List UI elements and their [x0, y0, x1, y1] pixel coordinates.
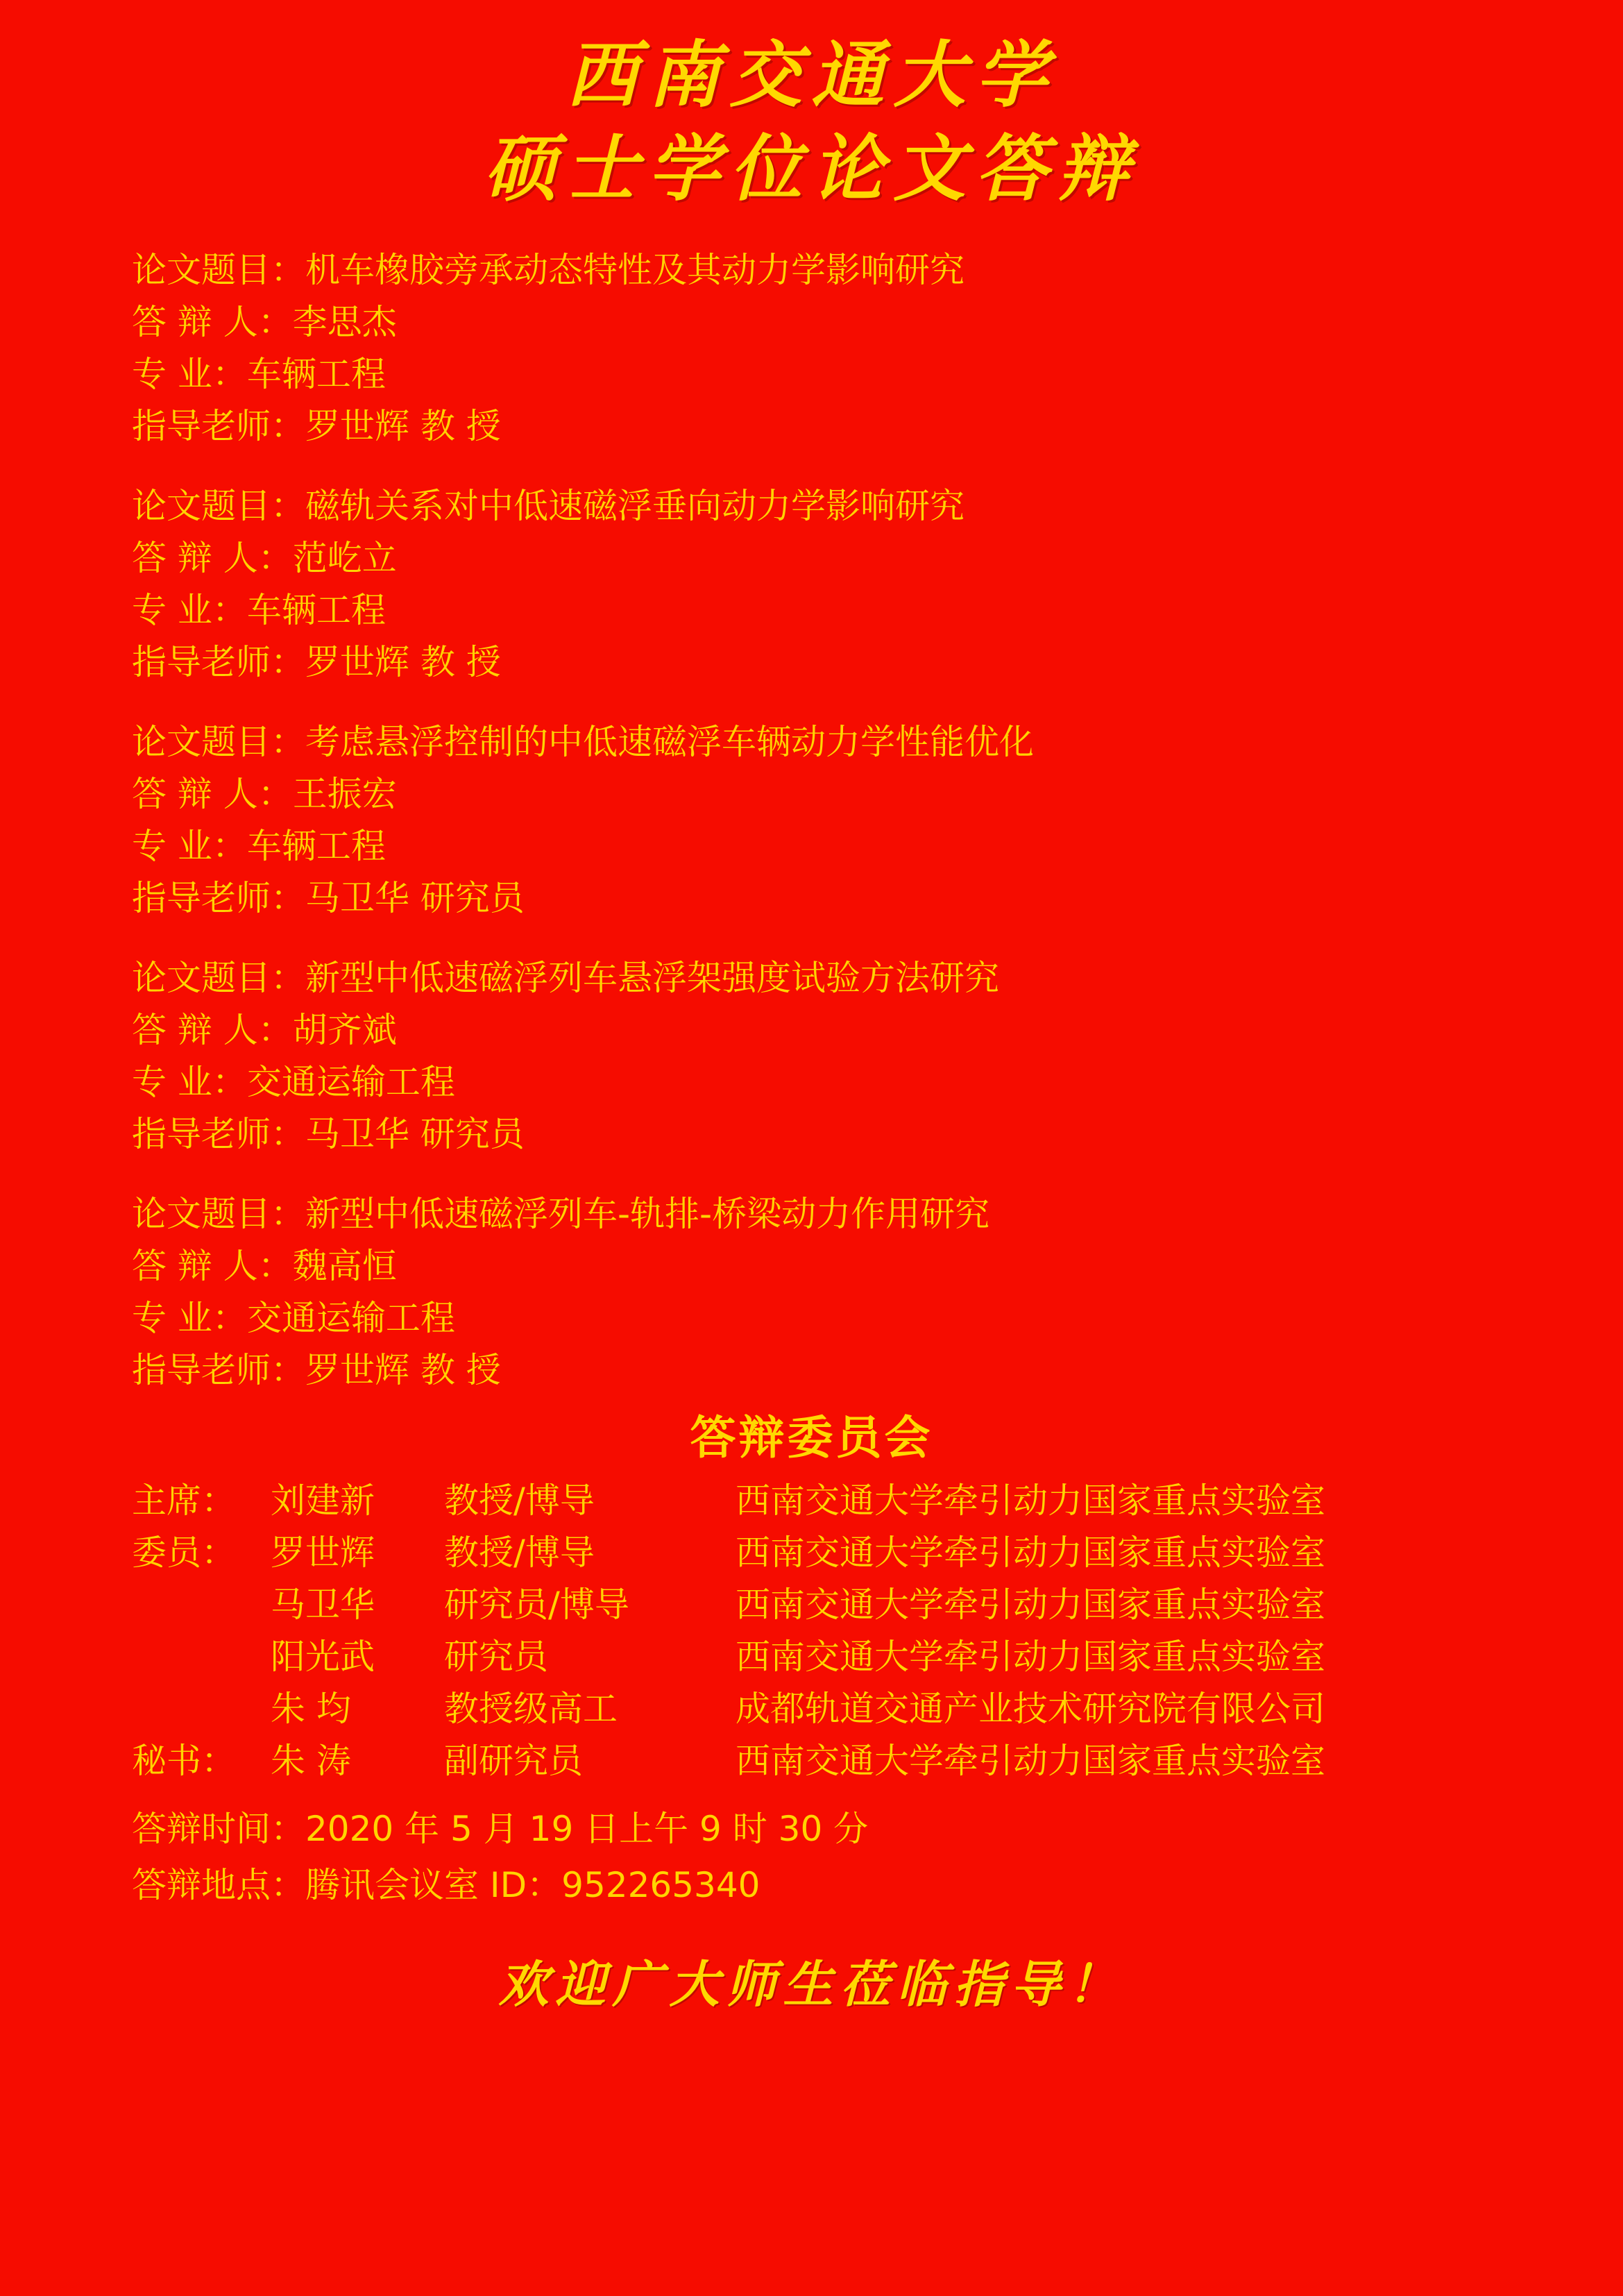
member-rank: 教授/博导	[444, 1480, 595, 1521]
label-defender: 答 辩 人：	[132, 1246, 293, 1287]
committee-list	[0, 1475, 1623, 1787]
value-advisor: 罗世辉 教 授	[305, 1350, 501, 1391]
value-thesis-title: 新型中低速磁浮列车悬浮架强度试验方法研究	[305, 958, 999, 999]
defense-meta	[0, 1801, 1623, 1914]
value-major: 交通运输工程	[246, 1298, 455, 1339]
defense-entry	[132, 480, 1540, 689]
member-name: 朱 涛	[271, 1741, 351, 1782]
entry-defender-row	[132, 768, 1540, 820]
member-name: 阳光武	[271, 1637, 375, 1678]
entry-major-row	[132, 348, 1540, 400]
defense-entry	[132, 952, 1540, 1160]
label-defender: 答 辩 人：	[132, 302, 293, 343]
entry-major-row	[132, 584, 1540, 636]
label-defender: 答 辩 人：	[132, 538, 293, 579]
label-thesis-title: 论文题目：	[132, 486, 305, 527]
label-major: 专 业：	[132, 590, 247, 631]
committee-member-row	[132, 1683, 1581, 1735]
member-role: 秘书：	[132, 1741, 236, 1782]
value-advisor: 罗世辉 教 授	[305, 642, 501, 683]
label-major: 专 业：	[132, 1298, 247, 1339]
committee-heading: 答辩委员会	[690, 1411, 933, 1465]
entry-title-row	[132, 480, 1540, 532]
entry-defender-row	[132, 1240, 1540, 1292]
committee-member-row	[132, 1475, 1581, 1527]
value-thesis-title: 磁轨关系对中低速磁浮垂向动力学影响研究	[305, 486, 965, 527]
entry-advisor-row	[132, 636, 1540, 689]
value-major: 交通运输工程	[246, 1062, 455, 1103]
defense-time: 答辩时间：2020 年 5 月 19 日上午 9 时 30 分	[132, 1809, 869, 1850]
member-affiliation: 西南交通大学牵引动力国家重点实验室	[736, 1637, 1325, 1678]
label-major: 专 业：	[132, 826, 247, 867]
label-major: 专 业：	[132, 354, 247, 395]
label-defender: 答 辩 人：	[132, 774, 293, 815]
member-rank: 研究员	[444, 1637, 548, 1678]
value-defender: 魏高恒	[292, 1246, 397, 1287]
value-major: 车辆工程	[246, 826, 386, 867]
value-advisor: 马卫华 研究员	[305, 1114, 525, 1155]
member-rank: 副研究员	[444, 1741, 583, 1782]
member-affiliation: 成都轨道交通产业技术研究院有限公司	[736, 1689, 1325, 1730]
value-thesis-title: 机车橡胶旁承动态特性及其动力学影响研究	[305, 250, 965, 291]
committee-member-row	[132, 1631, 1581, 1683]
entry-title-row	[132, 244, 1540, 296]
defense-entry	[132, 716, 1540, 925]
label-advisor: 指导老师：	[132, 642, 305, 683]
member-affiliation: 西南交通大学牵引动力国家重点实验室	[736, 1533, 1325, 1573]
value-defender: 王振宏	[292, 774, 397, 815]
defense-entries	[0, 244, 1623, 1396]
value-defender: 李思杰	[292, 302, 397, 343]
entry-title-row	[132, 716, 1540, 768]
member-rank: 研究员/博导	[444, 1585, 629, 1626]
member-name: 罗世辉	[271, 1533, 375, 1573]
committee-member-row	[132, 1579, 1581, 1631]
member-rank: 教授级高工	[444, 1689, 618, 1730]
member-role: 主席：	[132, 1480, 236, 1521]
label-defender: 答 辩 人：	[132, 1010, 293, 1051]
member-rank: 教授/博导	[444, 1533, 595, 1573]
member-affiliation: 西南交通大学牵引动力国家重点实验室	[736, 1480, 1325, 1521]
member-name: 马卫华	[271, 1585, 375, 1626]
entry-major-row	[132, 1292, 1540, 1344]
entry-defender-row	[132, 296, 1540, 348]
committee-member-row	[132, 1735, 1581, 1787]
value-defender: 范屹立	[292, 538, 397, 579]
committee-member-row	[132, 1527, 1581, 1579]
entry-major-row	[132, 820, 1540, 872]
label-advisor: 指导老师：	[132, 1350, 305, 1391]
university-name: 西南交通大学	[566, 32, 1057, 117]
entry-title-row	[132, 952, 1540, 1004]
value-advisor: 罗世辉 教 授	[305, 406, 501, 447]
defense-place: 答辩地点：腾讯会议室 ID：952265340	[132, 1865, 760, 1906]
welcome-message: 欢迎广大师生莅临指导！	[498, 1955, 1125, 2014]
defense-entry	[132, 1188, 1540, 1396]
value-defender: 胡齐斌	[292, 1010, 397, 1051]
entry-advisor-row	[132, 1344, 1540, 1396]
member-role: 委员：	[132, 1533, 236, 1573]
poster-header	[0, 0, 1623, 215]
value-major: 车辆工程	[246, 354, 386, 395]
entry-advisor-row	[132, 1108, 1540, 1160]
entry-major-row	[132, 1056, 1540, 1108]
label-advisor: 指导老师：	[132, 406, 305, 447]
value-major: 车辆工程	[246, 590, 386, 631]
label-thesis-title: 论文题目：	[132, 1194, 305, 1235]
member-affiliation: 西南交通大学牵引动力国家重点实验室	[736, 1585, 1325, 1626]
member-name: 刘建新	[271, 1480, 375, 1521]
label-advisor: 指导老师：	[132, 878, 305, 919]
label-thesis-title: 论文题目：	[132, 250, 305, 291]
value-thesis-title: 考虑悬浮控制的中低速磁浮车辆动力学性能优化	[305, 722, 1034, 763]
entry-advisor-row	[132, 872, 1540, 925]
entry-defender-row	[132, 532, 1540, 584]
value-advisor: 马卫华 研究员	[305, 878, 525, 919]
poster-title: 硕士学位论文答辩	[484, 126, 1139, 212]
label-thesis-title: 论文题目：	[132, 958, 305, 999]
entry-advisor-row	[132, 400, 1540, 453]
defense-entry	[132, 244, 1540, 453]
label-major: 专 业：	[132, 1062, 247, 1103]
value-thesis-title: 新型中低速磁浮列车-轨排-桥梁动力作用研究	[305, 1194, 990, 1235]
label-thesis-title: 论文题目：	[132, 722, 305, 763]
poster-footer	[0, 1944, 1623, 2016]
member-affiliation: 西南交通大学牵引动力国家重点实验室	[736, 1741, 1325, 1782]
entry-defender-row	[132, 1004, 1540, 1056]
entry-title-row	[132, 1188, 1540, 1240]
member-name: 朱 均	[271, 1689, 351, 1730]
label-advisor: 指导老师：	[132, 1114, 305, 1155]
